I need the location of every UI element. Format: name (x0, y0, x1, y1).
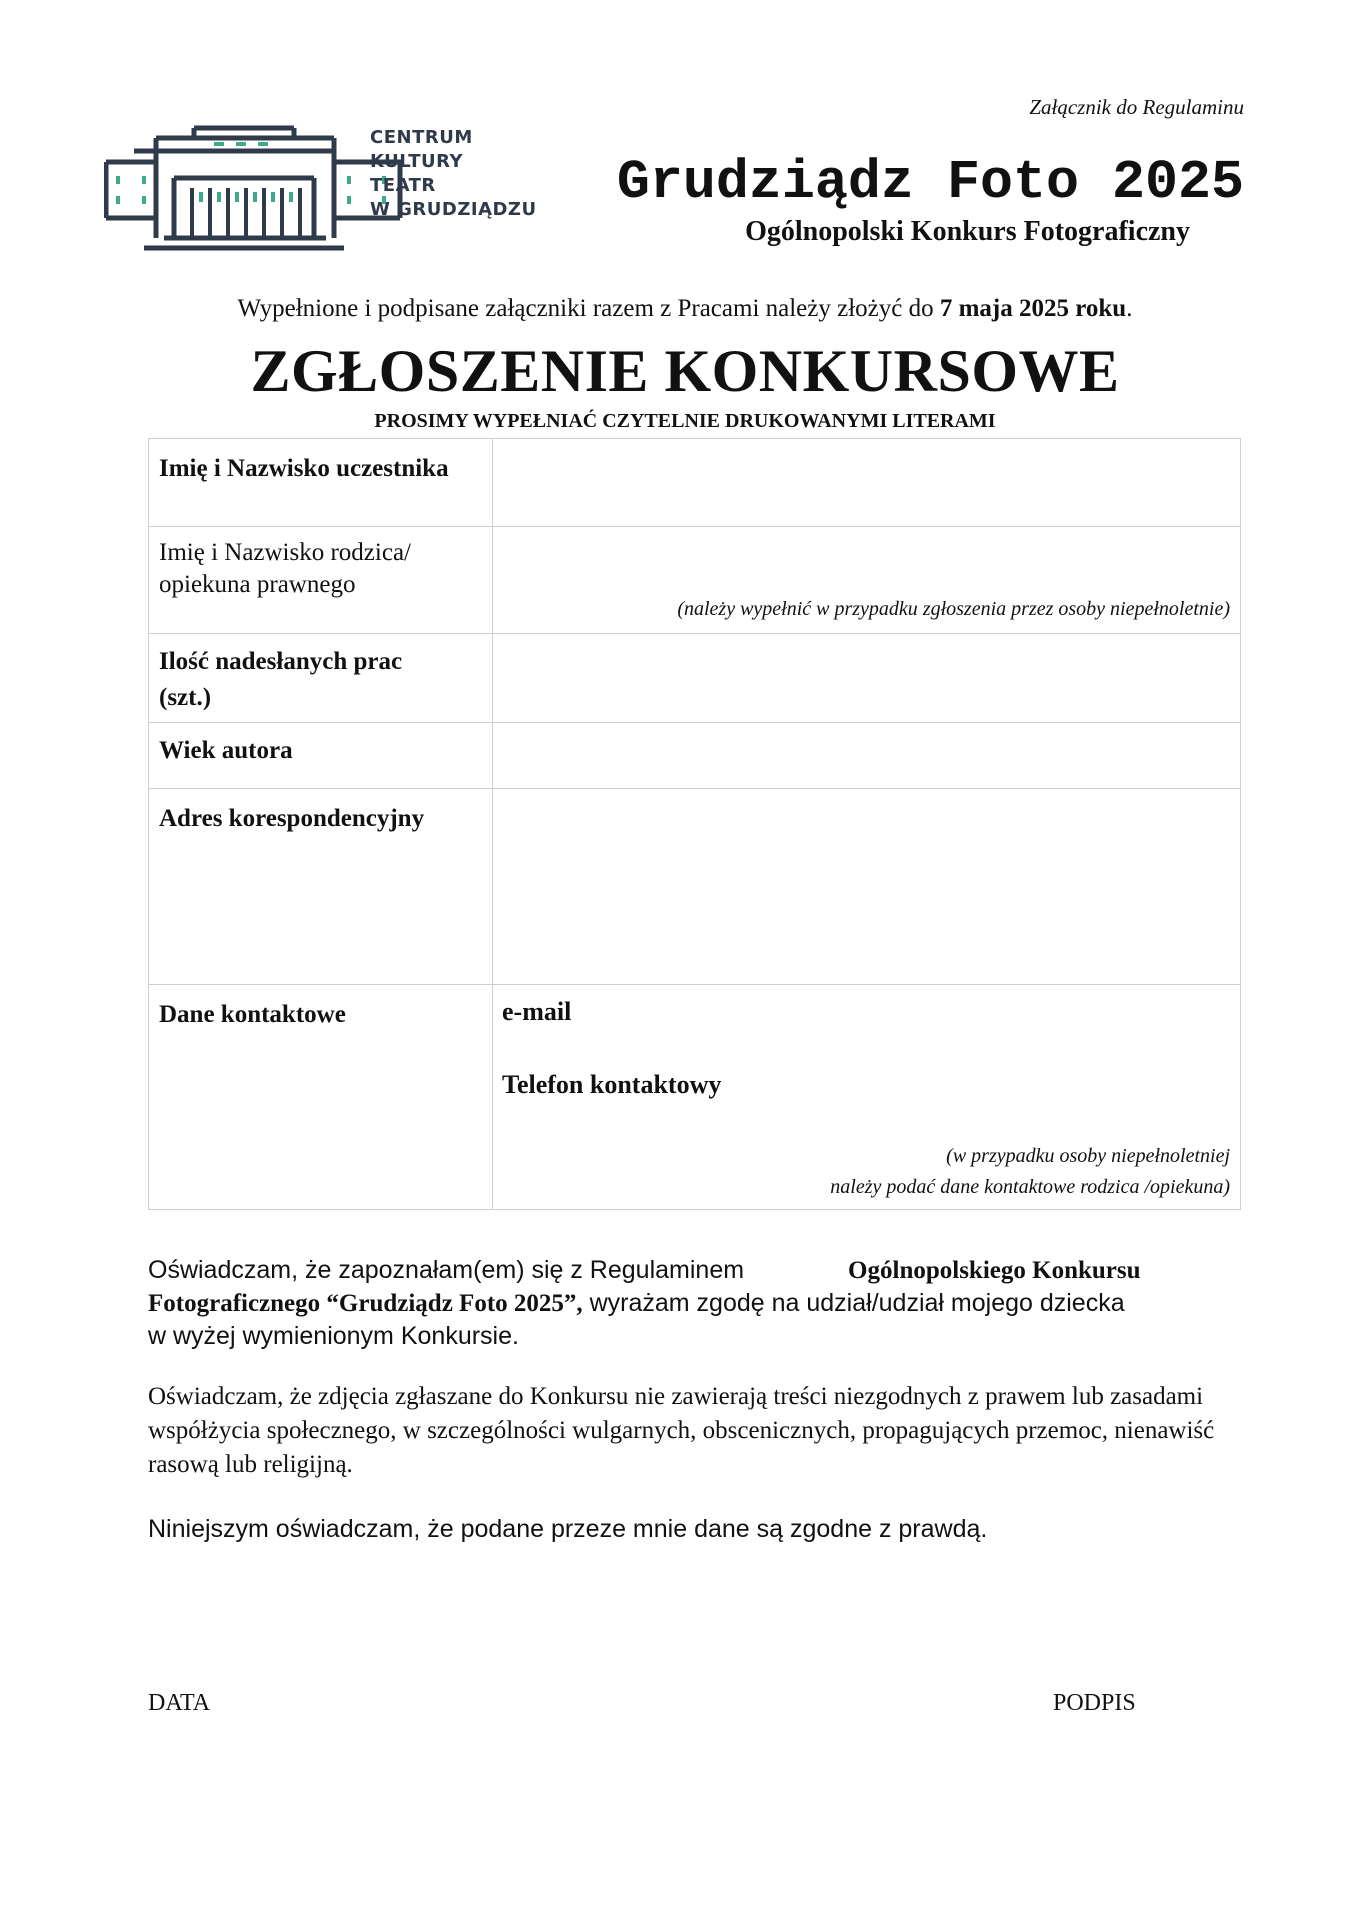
works-count-label-line: Ilość nadesłanych prac (159, 648, 403, 675)
author-age-label: Wiek autora (159, 737, 293, 764)
contest-title: Grudziądz Foto 2025 (616, 151, 1244, 214)
logo-line: KULTURY (370, 151, 464, 172)
rules-declaration-text: Oświadczam, że zapoznałam(em) się z Regulaminem (148, 1256, 745, 1284)
annex-label: Załącznik do Regulaminu (1029, 95, 1244, 119)
guardian-name-label-line: opiekuna prawnego (159, 571, 356, 598)
rules-declaration-text: wyrażam zgodę na udział/udział mojego dziecka (582, 1289, 1125, 1317)
contact-label: Dane kontaktowe (159, 1001, 346, 1028)
address-label: Adres korespondencyjny (159, 805, 425, 832)
application-form-table (148, 438, 1241, 1210)
table-row (149, 723, 1241, 789)
form-label-cell (149, 789, 493, 985)
works-count-field[interactable] (493, 634, 1241, 723)
rules-declaration-line (148, 1254, 1248, 1287)
guardian-note: (należy wypełnić w przypadku zgłoszenia przez osoby niepełnoletnie) (677, 598, 1230, 620)
logo-line: CENTRUM (370, 127, 473, 148)
rules-declaration-line: w wyżej wymienionym Konkursie. (148, 1322, 519, 1350)
table-row (149, 634, 1241, 723)
contest-name-bold: Ogólnopolskiego Konkursu (848, 1257, 1141, 1284)
deadline-prefix: Wypełnione i podpisane załączniki razem z Pracami należy złożyć do (237, 295, 940, 322)
contest-name-bold: Fotograficznego “Grudziądz Foto 2025”, (148, 1290, 583, 1317)
contact-note (830, 1141, 1230, 1203)
guardian-name-field[interactable] (493, 527, 1241, 634)
table-row (149, 985, 1241, 1210)
address-field[interactable] (493, 789, 1241, 985)
form-label-cell (149, 527, 493, 634)
form-label-cell (149, 439, 493, 527)
rules-declaration-line (148, 1287, 1248, 1320)
form-label-cell (149, 723, 493, 789)
works-count-label-line: (szt.) (159, 684, 212, 711)
contact-field[interactable] (493, 985, 1241, 1210)
participant-name-field[interactable] (493, 439, 1241, 527)
table-row (149, 527, 1241, 634)
form-instruction: PROSIMY WYPEŁNIAĆ CZYTELNIE DRUKOWANYMI LITERAMI (374, 410, 996, 432)
truth-declaration: Niniejszym oświadczam, że podane przeze mnie dane są zgodne z prawdą. (148, 1515, 988, 1543)
form-label-cell (149, 634, 493, 723)
logo-line: TEATR (370, 175, 436, 196)
logo-wordmark (370, 126, 537, 222)
table-row (149, 789, 1241, 985)
content-declaration: Oświadczam, że zdjęcia zgłaszane do Konkursu nie zawierają treści niezgodnych z prawem lub zasadami współżycia społecznego, w szczególności wulgarnych, obscenicznych, propagujących przemoc, nienawiść rasową lub religijną. (148, 1383, 1215, 1478)
works-count-label (149, 634, 492, 716)
form-label-cell (149, 985, 493, 1210)
email-label: e-mail (502, 997, 572, 1026)
contact-note-line: należy podać dane kontaktowe rodzica /opiekuna) (830, 1176, 1230, 1198)
date-label: DATA (148, 1690, 211, 1716)
form-heading: ZGŁOSZENIE KONKURSOWE (250, 338, 1120, 404)
rules-declaration (148, 1254, 1248, 1353)
phone-label: Telefon kontaktowy (502, 1070, 722, 1099)
logo-line: W GRUDZIĄDZU (370, 199, 537, 220)
contest-subtitle: Ogólnopolski Konkurs Fotograficzny (745, 216, 1190, 247)
deadline-date: 7 maja 2025 roku (939, 295, 1127, 322)
signature-label: PODPIS (1053, 1690, 1136, 1716)
deadline-suffix: . (1126, 295, 1133, 322)
participant-name-label: Imię i Nazwisko uczestnika (159, 455, 449, 482)
contact-note-line: (w przypadku osoby niepełnoletniej (946, 1145, 1230, 1167)
table-row (149, 439, 1241, 527)
guardian-name-label (149, 527, 492, 601)
deadline-notice (0, 295, 1370, 323)
author-age-field[interactable] (493, 723, 1241, 789)
guardian-name-label-line: Imię i Nazwisko rodzica/ (159, 539, 411, 566)
